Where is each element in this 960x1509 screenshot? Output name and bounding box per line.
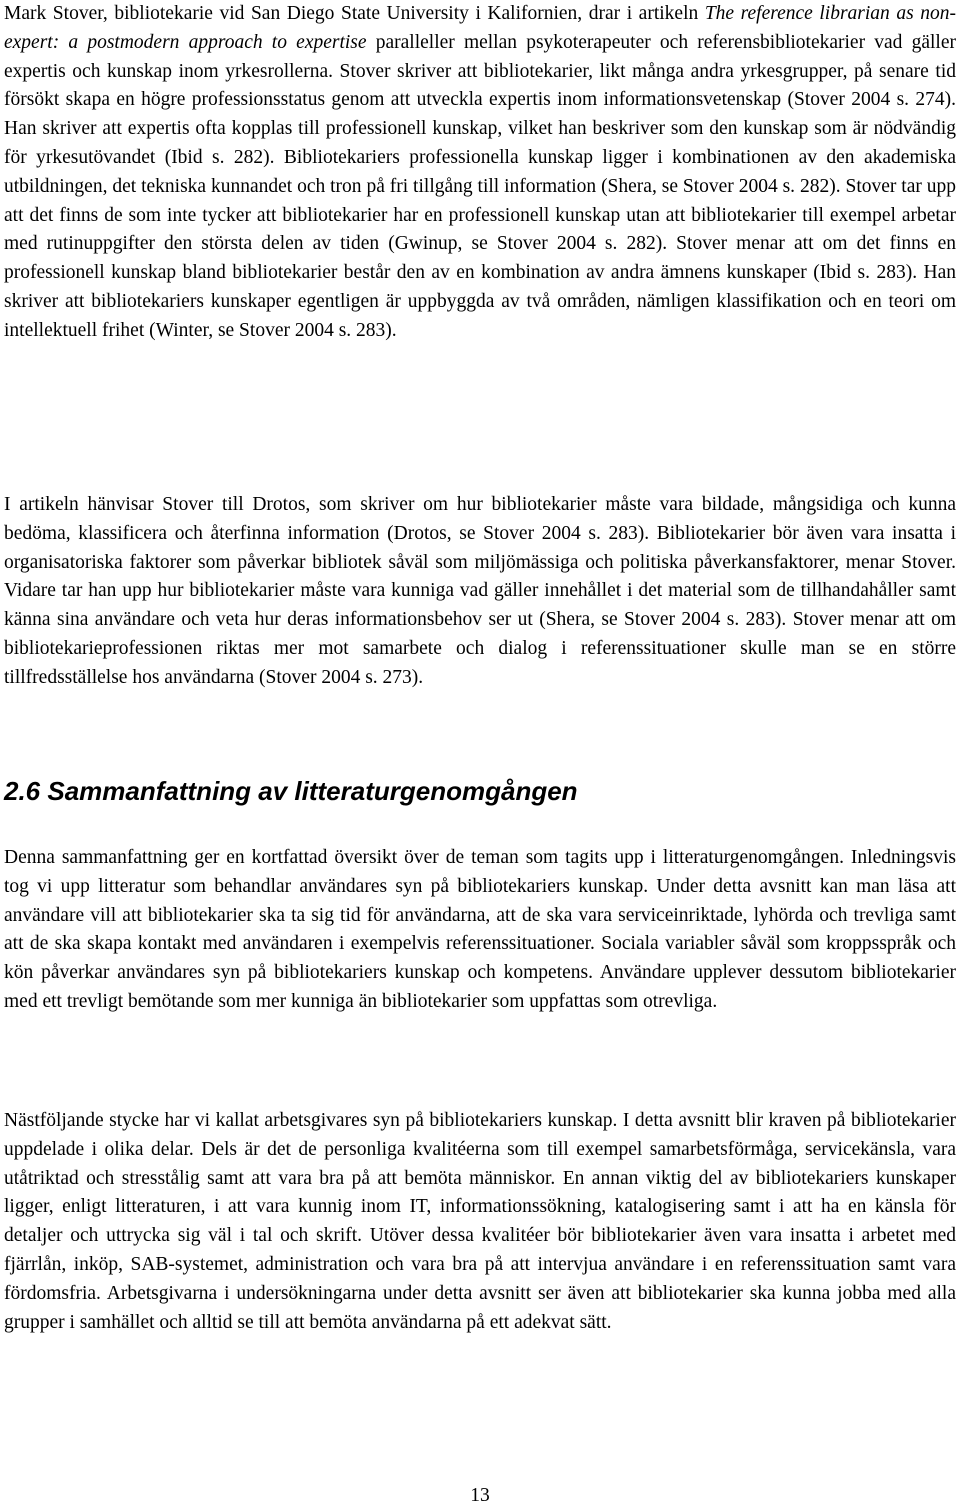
paragraph-text-rest: paralleller mellan psykoterapeuter och referensbibliotekarier vad gäller expertis och kunskap inom yrkesrollerna. Stover skriver att bibliotekarier, likt många andra yrkesgrupper, på senare tid försökt skapa en högre professionsstatus genom att utveckla expertis inom informationsvetenskap (Stover 2004 s. 274). Han skriver att expertis ofta kopplas till professionell kunskap, vilket han beskriver som den kunskap som är nödvändig för yrkesutövandet (Ibid s. 282). Bibliotekariers professionella kunskap ligger i kombinationen av den akademiska utbildningen, det tekniska kunnandet och tron på fri tillgång till information (Shera, se Stover 2004 s. 282). Stover tar upp att det finns de som inte tycker att bibliotekarier har en professionell kunskap utan att bibliotekarier till exempel arbetar med rutinuppgifter den största delen av tiden (Gwinup, se Stover 2004 s. 282). Stover menar att om det finns en professionell kunskap bland bibliotekarier består den av en kombination av andra ämnens kunskaper (Ibid s. 283). Han skriver att bibliotekariers kunskaper egentligen är uppbyggda av två områden, nämligen klassifikation och en teori om intellektuell frihet (Winter, se Stover 2004 s. 283). bbox=[4, 31, 956, 341]
article-title: The reference librarian as non-expert: a postmodern approach to expertise bbox=[4, 3, 957, 53]
document-page bbox=[4, 0, 956, 1509]
paragraph-text-lead: Mark Stover, bibliotekarie vid San Diego State University i Kalifornien, drar i artikeln bbox=[4, 3, 705, 24]
body-paragraph-stover-expertise bbox=[4, 0, 956, 346]
body-paragraph-summary-users: Denna sammanfattning ger en kortfattad översikt över de teman som tagits upp i litteraturgenomgången. Inledningsvis tog vi upp litteratur som behandlar användares syn på bibliotekariers kunskap. Under detta avsnitt kan man läsa att användare vill att bibliotekarier ska ta sig tid för användarna, att de ska vara serviceinriktade, lyhörda och trevliga samt att de ska skapa kontakt med användaren i exempelvis referenssituationer. Sociala variabler såväl som kroppsspråk och kön påverkar användares syn på bibliotekariers kunskap och kompetens. Användare upplever dessutom bibliotekarier med ett trevligt bemötande som mer kunniga än bibliotekarier som uppfattas som otrevliga. bbox=[4, 847, 956, 1012]
body-paragraph-drotos: I artikeln hänvisar Stover till Drotos, som skriver om hur bibliotekarier måste vara bildade, mångsidiga och kunna bedöma, klassificera och återfinna information (Drotos, se Stover 2004 s. 283). Bibliotekarier bör även vara insatta i organisatoriska faktorer som påverkar bibliotek såväl som miljömässiga och politiska påverkansfaktorer, menar Stover. Vidare tar han upp hur bibliotekarier måste vara kunniga vad gäller innehållet i det material som de tillhandahåller samt känna sina användare och veta hur deras informationsbehov ser ut (Shera, se Stover 2004 s. 283). Stover menar att om bibliotekarieprofessionen riktas mer mot samarbete och dialog i referenssituationer skulle man se en större tillfredsställelse hos användarna (Stover 2004 s. 273). bbox=[4, 494, 956, 688]
body-paragraph-summary-employers: Nästföljande stycke har vi kallat arbetsgivares syn på bibliotekariers kunskap. I detta avsnitt blir kraven på bibliotekarier uppdelade i olika delar. Dels är det de personliga kvalitéerna som till exempel samarbetsförmåga, servicekänsla, vara utåtriktad och stresstålig samt att vara bra på att bemöta människor. En annan viktig del av bibliotekariers kunskaper ligger, enligt litteraturen, i att vara kunnig inom IT, informationssökning, katalogisering samt i att ha en känsla för detaljer och uttrycka sig väl i tal och skrift. Utöver dessa kvalitéer bör bibliotekarier även vara insatta i arbetet med fjärrlån, inköp, SAB-systemet, administration och vara bra på att intervjua användare i en referenssituation samt vara fördomsfria. Arbetsgivarna i undersökningarna under detta avsnitt ser även att bibliotekarier ska kunna jobba med alla grupper i samhället och alltid se till att bemöta användarna på ett adekvat sätt. bbox=[4, 1110, 956, 1333]
section-heading: 2.6 Sammanfattning av litteraturgenomgången bbox=[4, 776, 578, 806]
page-number: 13 bbox=[470, 1485, 490, 1506]
